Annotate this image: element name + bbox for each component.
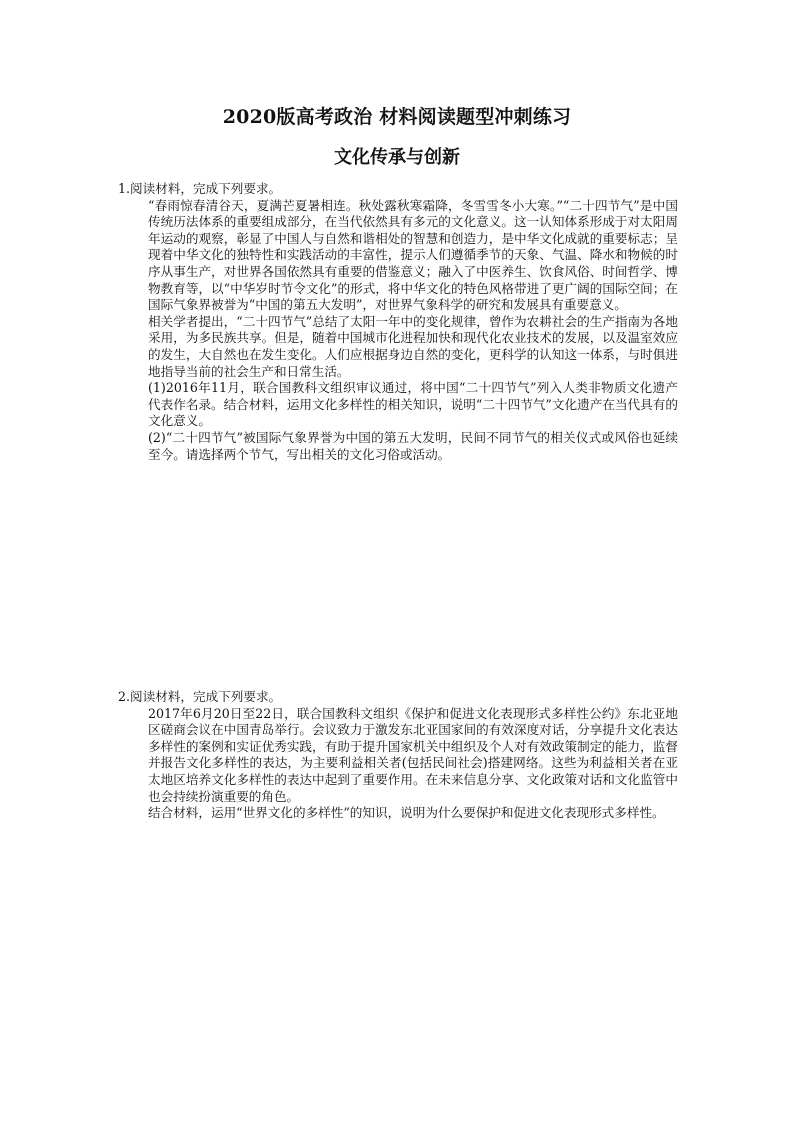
question-1-subquestion-1: (1)2016年11月，联合国教科文组织审议通过，将中国“二十四节气”列入人类非物质文化遗产代表作名录。结合材料，运用文化多样性的相关知识，说明“二十四节气”文化遗产在当代具有的文化意义。 <box>148 380 678 429</box>
question-1-material-paragraph-1: “春雨惊春清谷天，夏满芒夏暑相连。秋处露秋寒霜降，冬雪雪冬小大寒。”“二十四节气”是中国传统历法体系的重要组成部分，在当代依然具有多元的文化意义。这一认知体系形成于对太阳周年运动的观察，彰显了中国人与自然和谐相处的智慧和创造力，是中华文化成就的重要标志；呈现着中华文化的独特性和实践活动的丰富性，提示人们遵循季节的天象、气温、降水和物候的时序从事生产，对世界各国依然具有重要的借鉴意义；融入了中医养生、饮食风俗、时间哲学、博物教育等，以“中华岁时节令文化”的形式，将中华文化的特色风格带进了更广阔的国际空间；在国际气象界被誉为“中国的第五大发明”，对世界气象科学的研究和发展具有重要意义。 <box>148 197 678 313</box>
page-subtitle: 文化传承与创新 <box>334 147 460 168</box>
question-2 <box>118 689 678 822</box>
question-1-material-paragraph-2: 相关学者提出，“二十四节气”总结了太阳一年中的变化规律，曾作为农耕社会的生产指南为各地采用，为多民族共享。但是，随着中国城市化进程加快和现代化农业技术的发展，以及温室效应的发生，大自然也在发生变化。人们应根据身边自然的变化，更科学的认知这一体系，与时俱进地指导当前的社会生产和日常生活。 <box>148 313 678 379</box>
question-1-subquestion-2: (2)“二十四节气”被国际气象界誉为中国的第五大发明，民间不同节气的相关仪式或风俗也延续至今。请选择两个节气，写出相关的文化习俗或活动。 <box>148 429 678 462</box>
question-2-heading: 2.阅读材料，完成下列要求。 <box>118 689 282 704</box>
question-2-prompt: 结合材料，运用“世界文化的多样性”的知识，说明为什么要保护和促进文化表现形式多样性。 <box>148 805 665 821</box>
page-title: 2020版高考政治 材料阅读题型冲刺练习 <box>222 106 572 128</box>
question-2-material-paragraph-1: 2017年6月20日至22日，联合国教科文组织《保护和促进文化表现形式多样性公约》东北亚地区磋商会议在中国青岛举行。会议致力于激发东北亚国家间的有效深度对话，分享提升文化表达多样性的案例和实证优秀实践，有助于提升国家机关中组织及个人对有效政策制定的能力，监督并报告文化多样性的表达，为主要利益相关者(包括民间社会)搭建网络。这些为利益相关者在亚太地区培养文化多样性的表达中起到了重要作用。在未来信息分享、文化政策对话和文化监管中也会持续扮演重要的角色。 <box>148 705 678 804</box>
question-1 <box>118 181 678 463</box>
question-1-heading: 1.阅读材料，完成下列要求。 <box>118 181 282 196</box>
